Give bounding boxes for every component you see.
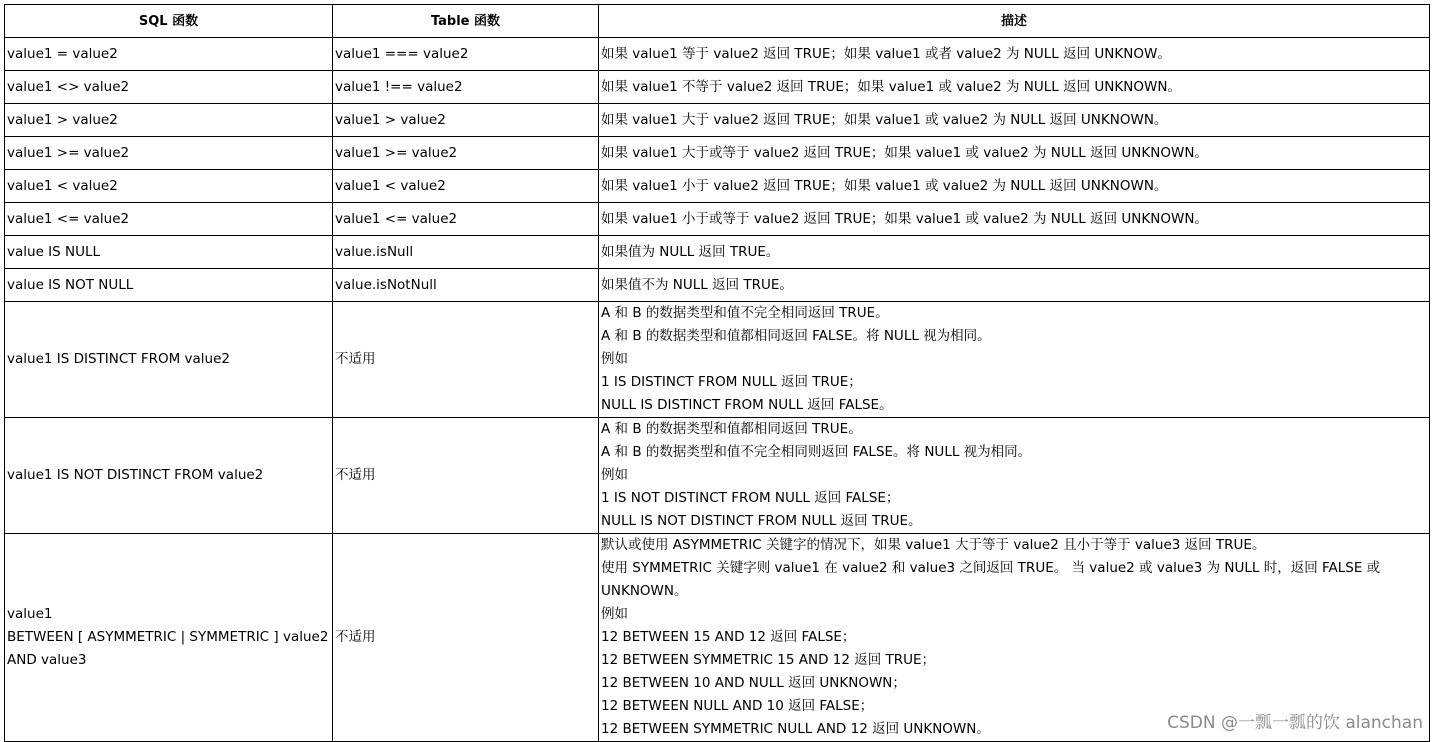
description-line: 例如 [601,351,628,367]
sql-function-cell [5,104,333,137]
table-row [5,137,1430,170]
description-line: 如果 value1 大于 value2 返回 TRUE；如果 value1 或 value2 为 NULL 返回 UNKNOWN。 [601,111,1168,128]
table-row [5,71,1430,104]
description-line: 使用 SYMMETRIC 关键字则 value1 在 value2 和 value3 之间返回 TRUE。 当 value2 或 value3 为 NULL 时，返回 FALSE 或 [601,560,1381,576]
sql-function-cell [5,170,333,203]
sql-function-text: AND value3 [7,652,87,668]
sql-function-cell [5,38,333,71]
description-line: A 和 B 的数据类型和值不完全相同则返回 FALSE。将 NULL 视为相同。 [601,444,1032,460]
sql-function-cell [5,236,333,269]
description-line: 12 BETWEEN SYMMETRIC NULL AND 12 返回 UNKNOWN。 [601,721,990,737]
sql-function-text: value1 IS DISTINCT FROM value2 [7,351,231,367]
description-line: NULL IS DISTINCT FROM NULL 返回 FALSE。 [601,397,893,413]
sql-function-text: value1 = value2 [7,45,118,62]
sql-comparison-function-table [4,4,1430,742]
table-function-cell: 不适用 [333,534,599,742]
sql-function-text: value1 IS NOT DISTINCT FROM value2 [7,467,264,483]
sql-function-text: value IS NULL [7,243,101,260]
sql-function-text: value IS NOT NULL [7,276,134,293]
table-function-cell: value1 > value2 [333,104,599,137]
table-function-cell: value1 >= value2 [333,137,599,170]
description-cell [599,38,1430,71]
sql-function-text: value1 > value2 [7,111,118,128]
table-row [5,203,1430,236]
table-function-cell: value.isNotNull [333,269,599,302]
table-function-cell: value1 <= value2 [333,203,599,236]
description-cell [599,170,1430,203]
description-line: 如果 value1 小于或等于 value2 返回 TRUE；如果 value1 或 value2 为 NULL 返回 UNKNOWN。 [601,210,1208,227]
description-line: 12 BETWEEN NULL AND 10 返回 FALSE； [601,698,874,714]
sql-function-cell [5,269,333,302]
description-line: 如果 value1 小于 value2 返回 TRUE；如果 value1 或 value2 为 NULL 返回 UNKNOWN。 [601,177,1168,194]
csdn-watermark: CSDN @一瓢一瓢的饮 alanchan [1167,713,1423,733]
table-row [5,236,1430,269]
description-line: 如果值不为 NULL 返回 TRUE。 [601,276,793,293]
description-cell [599,104,1430,137]
header-description: 描述 [599,5,1430,38]
sql-function-cell [5,71,333,104]
description-cell [599,236,1430,269]
sql-function-cell [5,302,333,418]
sql-function-cell [5,203,333,236]
sql-function-text: value1 <> value2 [7,78,130,95]
description-line: 如果 value1 不等于 value2 返回 TRUE；如果 value1 或 value2 为 NULL 返回 UNKNOWN。 [601,78,1181,95]
table-function-cell: 不适用 [333,302,599,418]
table-function-cell: value.isNull [333,236,599,269]
sql-function-text: value1 >= value2 [7,144,130,161]
sql-function-cell [5,418,333,534]
description-cell [599,302,1430,418]
description-line: 12 BETWEEN 15 AND 12 返回 FALSE； [601,629,856,645]
description-line: 1 IS DISTINCT FROM NULL 返回 TRUE； [601,374,862,390]
table-row [5,170,1430,203]
sql-function-text: value1 [7,606,53,622]
description-line: 12 BETWEEN 10 AND NULL 返回 UNKNOWN； [601,675,906,691]
table-row [5,38,1430,71]
sql-function-cell [5,137,333,170]
table-function-cell: value1 !== value2 [333,71,599,104]
table-row [5,302,1430,418]
description-line: NULL IS NOT DISTINCT FROM NULL 返回 TRUE。 [601,513,922,529]
description-line: A 和 B 的数据类型和值都相同返回 FALSE。将 NULL 视为相同。 [601,328,991,344]
sql-function-text: value1 <= value2 [7,210,130,227]
table-row [5,269,1430,302]
description-line: 例如 [601,467,628,483]
description-line: 如果 value1 等于 value2 返回 TRUE；如果 value1 或者 value2 为 NULL 返回 UNKNOW。 [601,45,1171,62]
description-line: UNKNOWN。 [601,583,688,599]
description-line: A 和 B 的数据类型和值不完全相同返回 TRUE。 [601,305,889,321]
description-line: 12 BETWEEN SYMMETRIC 15 AND 12 返回 TRUE； [601,652,936,668]
table-function-cell: 不适用 [333,418,599,534]
description-line: 如果值为 NULL 返回 TRUE。 [601,243,780,260]
table-function-cell: value1 === value2 [333,38,599,71]
description-cell [599,418,1430,534]
description-line: 例如 [601,606,628,622]
description-cell [599,203,1430,236]
description-line: A 和 B 的数据类型和值都相同返回 TRUE。 [601,421,862,437]
description-line: 如果 value1 大于或等于 value2 返回 TRUE；如果 value1 或 value2 为 NULL 返回 UNKNOWN。 [601,144,1208,161]
description-cell [599,137,1430,170]
description-line: 默认或使用 ASYMMETRIC 关键字的情况下，如果 value1 大于等于 value2 且小于等于 value3 返回 TRUE。 [601,537,1266,553]
description-cell [599,269,1430,302]
table-row [5,104,1430,137]
description-line: 1 IS NOT DISTINCT FROM NULL 返回 FALSE； [601,490,900,506]
table-row [5,418,1430,534]
description-cell [599,71,1430,104]
header-table-function: Table 函数 [333,5,599,38]
sql-function-text: value1 < value2 [7,177,118,194]
sql-function-text: BETWEEN [ ASYMMETRIC | SYMMETRIC ] value2 [7,629,329,645]
table-function-cell: value1 < value2 [333,170,599,203]
sql-function-cell [5,534,333,742]
header-sql-function: SQL 函数 [5,5,333,38]
table-header-row [5,5,1430,38]
